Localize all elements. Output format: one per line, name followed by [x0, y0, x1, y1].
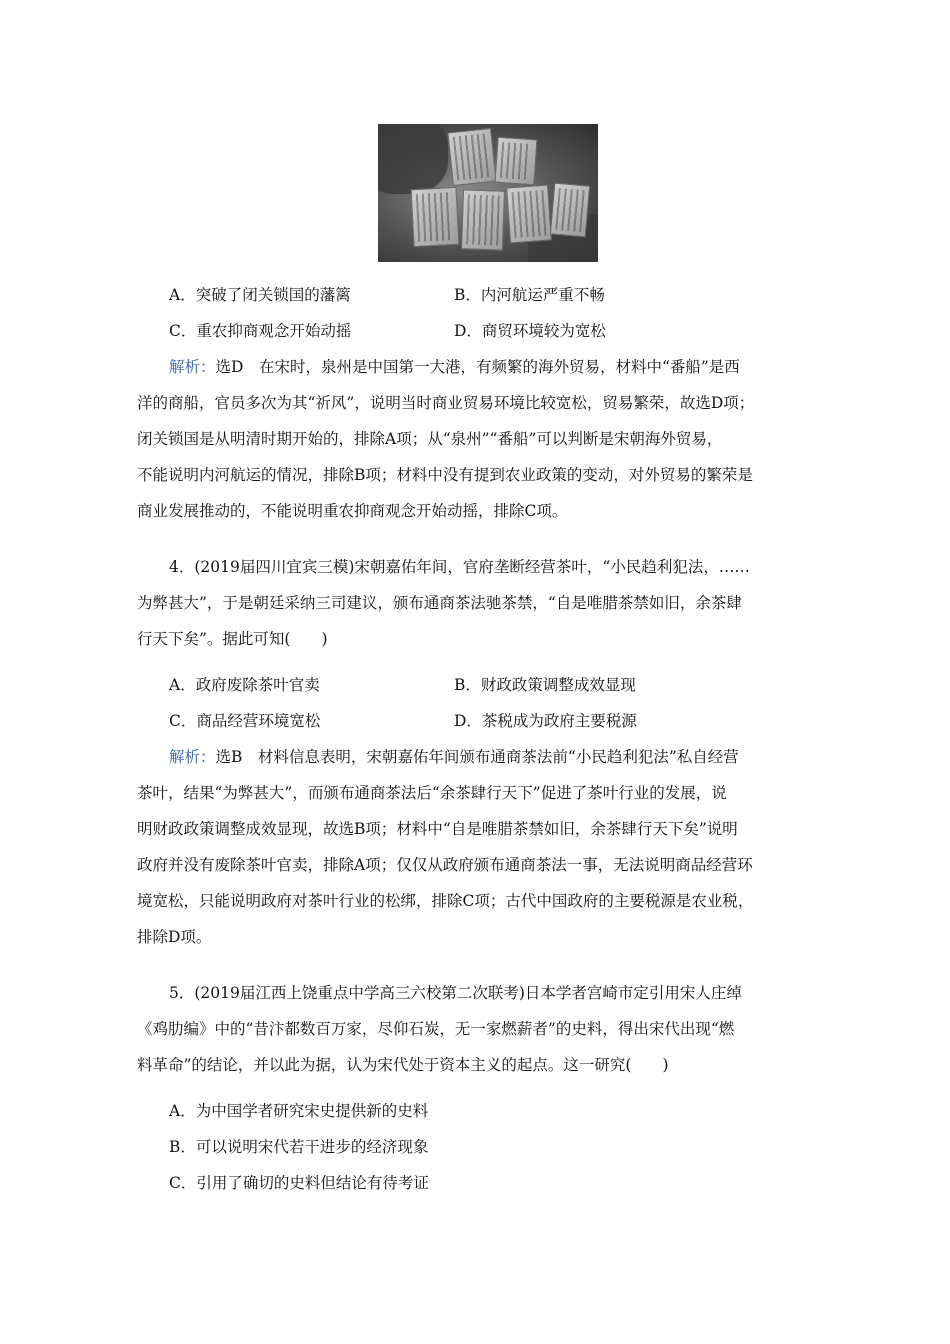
- q4-option-a: A．政府废除茶叶官卖: [169, 676, 320, 694]
- q3-analysis-line: 商业发展推动的，不能说明重农抑商观念开始动摇，排除C项。: [137, 502, 568, 520]
- q4-analysis-line: 解析：选B 材料信息表明，宋朝嘉佑年间颁布通商茶法前“小民趋利犯法”私自经营: [169, 748, 739, 766]
- q4-analysis-line: 茶叶，结果“为弊甚大”，而颁布通商茶法后“余茶肆行天下”促进了茶叶行业的发展，说: [137, 784, 727, 802]
- q5-option-c: C．引用了确切的史料但结论有待考证: [169, 1174, 429, 1192]
- q4-analysis-line: 境宽松，只能说明政府对茶叶行业的松绑，排除C项；古代中国政府的主要税源是农业税，: [137, 892, 754, 910]
- q4-option-b: B．财政政策调整成效显现: [454, 676, 636, 694]
- q4-stem-line: 4．(2019届四川宜宾三模)宋朝嘉佑年间，官府垄断经营茶叶，“小民趋利犯法，……: [169, 558, 750, 576]
- q5-option-b: B．可以说明宋代若干进步的经济现象: [169, 1138, 429, 1156]
- q3-analysis-line: 洋的商船，官员多次为其“祈风”，说明当时商业贸易环境比较宽松，贸易繁荣，故选D项；: [137, 394, 755, 412]
- analysis-label: 解析：: [169, 748, 216, 766]
- q5-stem-line: 5．(2019届江西上饶重点中学高三六校第二次联考)日本学者宫崎市定引用宋人庄绰: [169, 984, 742, 1002]
- q5-option-a: A．为中国学者研究宋史提供新的史料: [169, 1102, 429, 1120]
- q3-analysis-line: 闭关锁国是从明清时期开始的，排除A项；从“泉州”“番船”可以判断是宋朝海外贸易，: [137, 430, 723, 448]
- q4-analysis-line: 明财政政策调整成效显现，故选B项；材料中“自是唯腊茶禁如旧，余茶肆行天下矣”说明: [137, 820, 738, 838]
- q3-option-a: A．突破了闭关锁国的藩篱: [169, 286, 351, 304]
- q3-option-c: C．重农抑商观念开始动摇: [169, 322, 352, 340]
- q4-stem-line: 为弊甚大”，于是朝廷采纳三司建议，颁布通商茶法驰茶禁，“自是唯腊茶禁如旧，余茶肆: [137, 594, 742, 612]
- q3-option-d: D．商贸环境较为宽松: [454, 322, 606, 340]
- stone-inscription-photo: [378, 124, 598, 262]
- q4-analysis-line: 政府并没有废除茶叶官卖，排除A项；仅仅从政府颁布通商茶法一事，无法说明商品经营环: [137, 856, 753, 874]
- q3-analysis-line: 解析：选D 在宋时，泉州是中国第一大港，有频繁的海外贸易，材料中“番船”是西: [169, 358, 740, 376]
- analysis-label: 解析：: [169, 358, 216, 376]
- q4-option-d: D．茶税成为政府主要税源: [454, 712, 637, 730]
- q4-option-c: C．商品经营环境宽松: [169, 712, 321, 730]
- q5-stem-line: 料革命”的结论，并以此为据，认为宋代处于资本主义的起点。这一研究( ): [137, 1056, 669, 1074]
- q4-analysis-line: 排除D项。: [137, 928, 212, 946]
- q3-analysis-line: 不能说明内河航运的情况，排除B项；材料中没有提到农业政策的变动，对外贸易的繁荣是: [137, 466, 753, 484]
- q5-stem-line: 《鸡肋编》中的“昔汴都数百万家，尽仰石炭，无一家燃薪者”的史料，得出宋代出现“燃: [137, 1020, 735, 1038]
- q4-stem-line: 行天下矣”。据此可知( ): [137, 630, 328, 648]
- q3-option-b: B．内河航运严重不畅: [454, 286, 605, 304]
